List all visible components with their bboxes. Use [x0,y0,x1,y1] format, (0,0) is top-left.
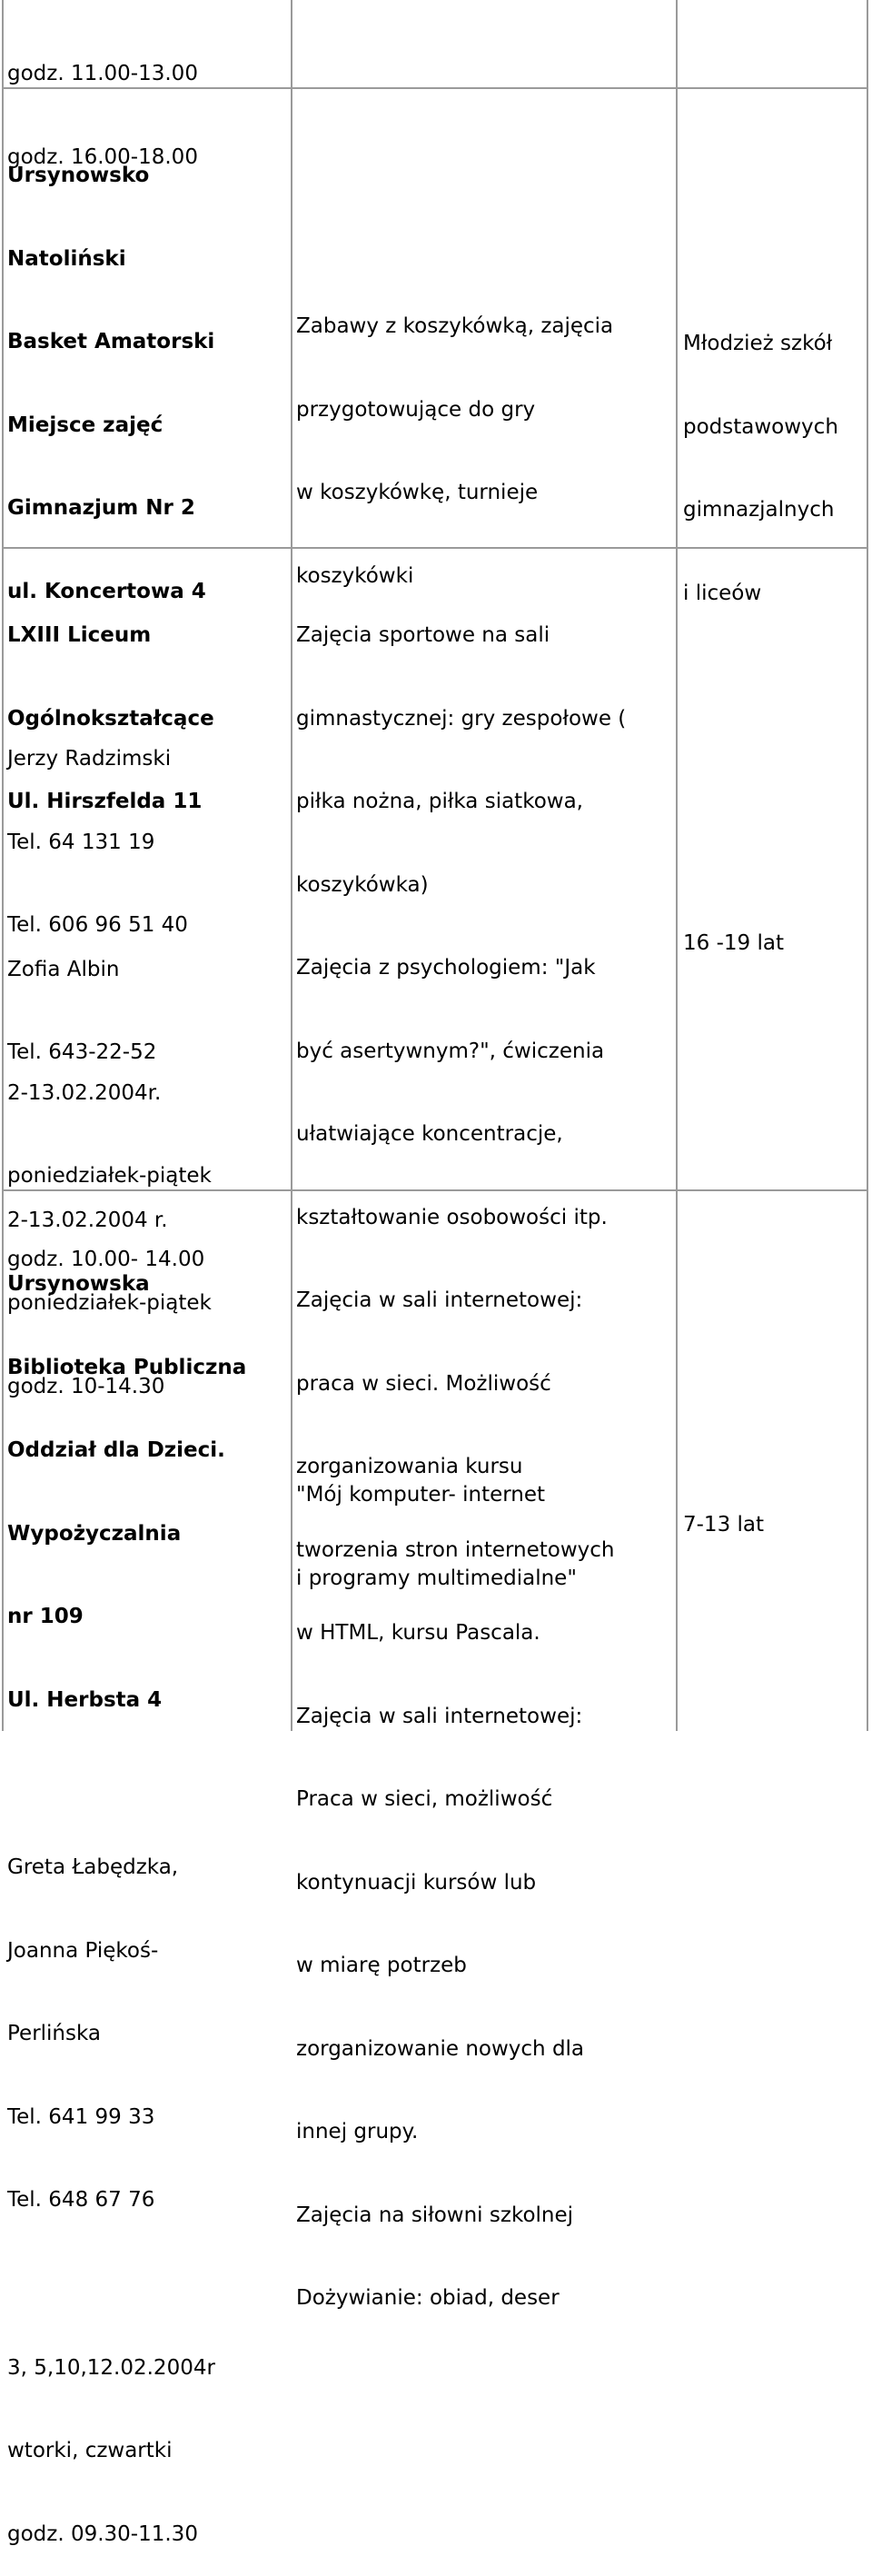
schedule-line: 3, 5,10,12.02.2004r [7,2355,215,2380]
age-cell [683,1456,764,1566]
age-line: podstawowych [683,414,838,439]
org-name-line: Ursynowska [7,1272,150,1296]
schedule-line: wtorki, czwartki [7,2439,173,2462]
schedule-line: poniedziałek-piątek [7,1291,212,1315]
program-line: Zajęcia z psychologiem: "Jak [296,956,596,980]
age-cell [683,874,784,985]
contact-line: Perlińska [7,2022,102,2045]
contact-line: Tel. 648 67 76 [7,2188,155,2212]
schedule-line: 2-13.02.2004 r. [7,1208,168,1232]
program-line: Dożywianie: obiad, deser [296,2286,560,2310]
program-line: innej grupy. [296,2120,419,2143]
org-name-line: Gimnazjum Nr 2 [7,496,195,520]
program-line: zorganizowania kursu [296,1455,523,1478]
age-line: i liceów [683,581,762,605]
contact-line: Tel. 64 131 19 [7,830,155,854]
schedule-line: godz. 09.30-11.30 [7,2521,198,2546]
contact-line: Tel. 606 96 51 40 [7,913,188,937]
contact-line: Joanna Piękoś- [7,1938,159,1963]
program-line: praca w sieci. Możliwość [296,1371,551,1396]
contact-line: Tel. 643-22-52 [7,1040,157,1064]
program-line: Zajęcia na siłowni szkolnej [296,2203,574,2227]
org-name-line: Miejsce zajęć [7,413,164,437]
program-line: Zajęcia sportowe na sali [296,623,550,647]
org-name-line: Biblioteka Publiczna [7,1355,247,1379]
org-name-line: Oddział dla Dzieci. [7,1438,225,1462]
program-line: piłka nożna, piłka siatkowa, [296,790,583,813]
program-cell [296,1426,577,1620]
program-line: Praca w sieci, możliwość [296,1787,553,1811]
program-line: w miarę potrzeb [296,1954,467,1977]
schedule-line: godz. 16.00-18.00 [7,144,198,169]
program-cell [296,257,613,618]
org-name-line: Ogólnokształcące [7,706,214,731]
program-line: Zajęcia w sali internetowej: [296,1288,583,1312]
age-cell [683,274,838,635]
program-line: "Mój komputer- internet [296,1483,546,1507]
table-border [867,0,868,1731]
age-line: Młodzież szkół [683,332,833,355]
org-name-line: Ul. Herbsta 4 [7,1687,163,1712]
table-border [676,0,678,1731]
table-border [291,0,292,1731]
contact-line: Greta Łabędzka, [7,1855,179,1879]
program-line: Zabawy z koszykówką, zajęcia [296,314,614,338]
program-line: koszykówki [296,563,414,588]
org-name-line: Ursynowsko [7,164,150,187]
program-line: ułatwiające koncentracje, [296,1122,563,1146]
schedule-line: godz. 10.00- 14.00 [7,1247,205,1271]
program-line: kontynuacji kursów lub [296,1870,537,1895]
org-name-line: ul. Koncertowa 4 [7,579,206,603]
program-line: w HTML, kursu Pascala. [296,1621,540,1645]
org-name-line: Natoliński [7,246,126,271]
program-line: koszykówka) [296,872,429,897]
org-name-line: LXIII Liceum [7,623,152,647]
schedule-line: godz. 11.00-13.00 [7,62,198,85]
contact-line: Jerzy Radzimski [7,747,172,771]
program-line: i programy multimedialne" [296,1566,577,1590]
table-row [7,1215,246,2576]
table-border [2,0,4,1731]
program-line: być asertywnym?", ćwiczenia [296,1039,605,1063]
program-line: gimnastycznej: gry zespołowe ( [296,706,627,731]
org-name-line: nr 109 [7,1605,84,1628]
org-name-line: Wypożyczalnia [7,1521,182,1546]
org-name-line: Ul. Hirszfelda 11 [7,790,203,813]
age-line: 16 -19 lat [683,931,784,955]
org-name-line: Basket Amatorski [7,330,215,353]
schedule-line: 2-13.02.2004r. [7,1080,162,1105]
age-line: gimnazjalnych [683,498,835,522]
schedule-line: godz. 10-14.30 [7,1374,165,1398]
program-line: zorganizowanie nowych dla [296,2036,585,2061]
program-line: Zajęcia w sali internetowej: [296,1704,583,1728]
program-line: w koszykówkę, turnieje [296,481,539,504]
program-line: kształtowanie osobowości itp. [296,1205,608,1229]
program-line: tworzenia stron internetowych [296,1537,615,1562]
contact-line: Zofia Albin [7,957,120,981]
program-line: przygotowujące do gry [296,397,536,422]
schedule-line: poniedziałek-piątek [7,1164,212,1188]
age-line: 7-13 lat [683,1513,765,1537]
contact-line: Tel. 641 99 33 [7,2104,155,2129]
